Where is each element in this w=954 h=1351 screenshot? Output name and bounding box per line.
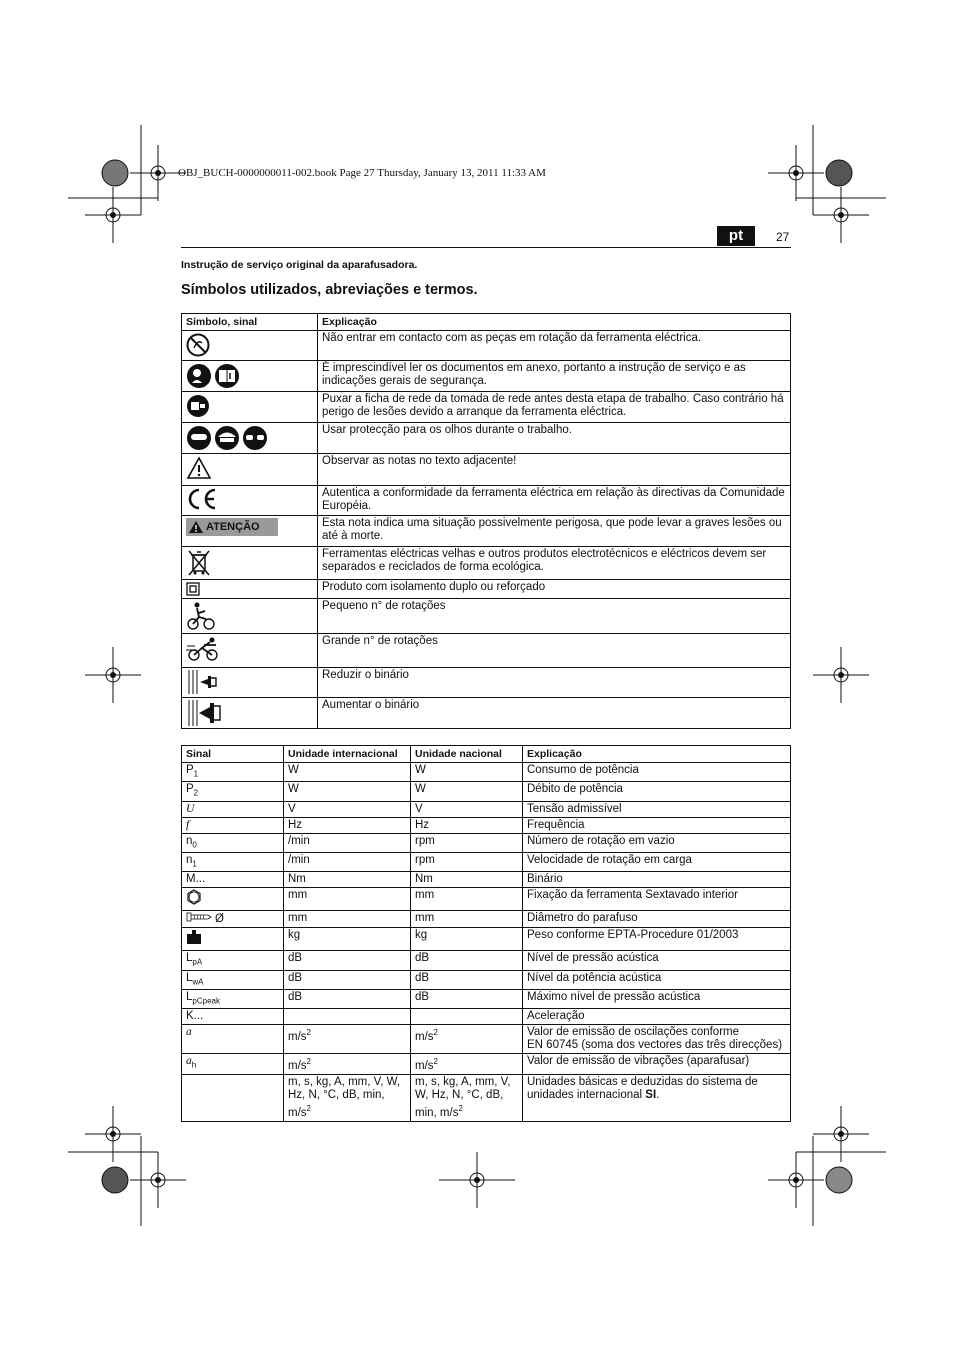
symbol-cell xyxy=(182,547,318,580)
intl-unit-cell xyxy=(284,763,411,782)
ce-mark-icon xyxy=(186,488,218,510)
intl-unit-cell xyxy=(284,1009,411,1025)
natl-unit-cell xyxy=(411,911,523,928)
document-subtitle: Instrução de serviço original da aparafusadora. xyxy=(181,259,418,271)
symbol-cell xyxy=(182,599,318,634)
explanation-text: Peso conforme EPTA-Procedure 01/2003 xyxy=(527,929,739,942)
signal-cell xyxy=(182,801,284,817)
unit-value: V xyxy=(288,802,296,815)
table-row xyxy=(182,817,791,833)
symbol-cell xyxy=(182,634,318,668)
explanation-text: Número de rotação em vazio xyxy=(527,834,675,847)
explanation-text: Binário xyxy=(527,873,563,886)
signal-symbol: L xyxy=(186,971,193,984)
slow-bicycle-icon xyxy=(186,601,216,631)
explanation-cell xyxy=(523,888,791,911)
table-row xyxy=(182,1009,791,1025)
signal-symbol: n xyxy=(186,834,193,847)
natl-unit-cell xyxy=(411,801,523,817)
explanation-text-line2: EN 60745 (soma dos vectores das três direcções) xyxy=(527,1039,783,1052)
table-row xyxy=(182,634,791,668)
unit-value: W xyxy=(415,783,426,796)
explanation-cell xyxy=(523,852,791,871)
signal-cell xyxy=(182,763,284,782)
explanation-text: Nível de pressão acústica xyxy=(527,952,659,965)
table-row xyxy=(182,1054,791,1075)
warning-triangle-icon xyxy=(189,521,203,533)
table-row xyxy=(182,599,791,634)
warning-triangle-icon xyxy=(186,456,212,480)
table-row xyxy=(182,361,791,392)
unit-value: m/s xyxy=(288,1059,307,1072)
signal-symbol: n xyxy=(186,853,193,866)
intl-unit-cell xyxy=(284,872,411,888)
signal-cell xyxy=(182,989,284,1008)
table-row xyxy=(182,782,791,801)
symbols-table xyxy=(181,313,791,729)
symbol-cell xyxy=(182,486,318,516)
explanation-cell xyxy=(523,817,791,833)
explanation-cell xyxy=(523,1074,791,1121)
unit-value: m, s, kg, A, mm, V, W, Hz, N, °C, dB, min, m/s xyxy=(288,1075,401,1119)
signal-subscript: 0 xyxy=(192,839,197,849)
read-manual-icon xyxy=(186,363,240,389)
intl-unit-cell xyxy=(284,852,411,871)
explanation-cell: Esta nota indica uma situação possivelmente perigosa, que pode levar a graves lesões ou até à morte. xyxy=(318,516,791,547)
signal-cell xyxy=(182,782,284,801)
signal-symbol: f xyxy=(186,818,190,831)
signal-symbol: L xyxy=(186,952,193,965)
natl-unit-cell xyxy=(411,782,523,801)
unit-value: dB xyxy=(288,952,303,965)
unit-value: W xyxy=(415,764,426,776)
symbols-table-header xyxy=(182,314,791,331)
intl-unit-cell xyxy=(284,911,411,928)
signal-cell xyxy=(182,872,284,888)
signal-cell xyxy=(182,888,284,911)
unit-value: m/s xyxy=(415,1030,434,1043)
natl-unit-cell xyxy=(411,928,523,951)
unit-value: mm xyxy=(288,889,308,902)
intl-unit-cell xyxy=(284,951,411,970)
intl-unit-cell xyxy=(284,989,411,1008)
intl-unit-cell xyxy=(284,888,411,911)
unit-value: Nm xyxy=(415,873,433,886)
unit-value: rpm xyxy=(415,834,435,847)
explanation-cell xyxy=(523,989,791,1008)
natl-unit-cell xyxy=(411,951,523,970)
intl-unit-cell xyxy=(284,1054,411,1075)
unit-value: Nm xyxy=(288,873,306,886)
unit-value: mm xyxy=(415,889,435,902)
explanation-cell xyxy=(523,763,791,782)
signal-cell xyxy=(182,833,284,852)
explanation-cell: Observar as notas no texto adjacente! xyxy=(318,454,791,486)
double-insulation-icon xyxy=(186,582,200,596)
natl-unit-cell xyxy=(411,1025,523,1054)
explanation-cell xyxy=(523,1009,791,1025)
col-header-signal: Sinal xyxy=(182,746,284,763)
symbol-cell xyxy=(182,454,318,486)
increase-torque-icon xyxy=(186,700,222,726)
signal-cell xyxy=(182,1074,284,1121)
explanation-cell xyxy=(523,833,791,852)
symbol-cell xyxy=(182,423,318,454)
explanation-text: Unidades básicas e deduzidas do sistema de unidades internacional xyxy=(527,1075,758,1101)
warning-badge xyxy=(186,518,278,536)
unit-value: dB xyxy=(415,952,430,965)
unit-superscript: 2 xyxy=(306,1028,311,1038)
unit-value: /min xyxy=(288,853,310,866)
col-header-explanation: Explicação xyxy=(318,314,791,331)
table-row xyxy=(182,888,791,911)
explanation-cell: Aumentar o binário xyxy=(318,698,791,729)
table-row xyxy=(182,486,791,516)
col-header-natl-unit: Unidade nacional xyxy=(411,746,523,763)
signal-subscript: 1 xyxy=(193,769,199,779)
unit-value: kg xyxy=(288,929,301,942)
natl-unit-cell xyxy=(411,817,523,833)
unit-value: Hz xyxy=(415,818,430,831)
unplug-icon xyxy=(186,394,210,418)
signal-cell xyxy=(182,1054,284,1075)
col-header-explanation: Explicação xyxy=(523,746,791,763)
natl-unit-cell xyxy=(411,852,523,871)
table-row xyxy=(182,1025,791,1054)
unit-value: V xyxy=(415,802,423,815)
crossed-bin-icon xyxy=(186,549,212,577)
unit-value: rpm xyxy=(415,853,435,866)
signals-table xyxy=(181,745,791,1122)
explanation-cell: É imprescindível ler os documentos em anexo, portanto a instrução de serviço e as indicações gerais de segurança. xyxy=(318,361,791,392)
table-row xyxy=(182,698,791,729)
table-row xyxy=(182,852,791,871)
explanation-text: Diâmetro do parafuso xyxy=(527,912,638,925)
unit-superscript: 2 xyxy=(306,1057,311,1067)
explanation-cell: Não entrar em contacto com as peças em rotação da ferramenta eléctrica. xyxy=(318,331,791,361)
signal-symbol: P xyxy=(186,764,194,776)
screw-diameter-icon xyxy=(186,912,212,926)
natl-unit-cell xyxy=(411,1009,523,1025)
explanation-text: Velocidade de rotação em carga xyxy=(527,853,692,866)
explanation-text: Tensão admissível xyxy=(527,802,622,815)
signal-symbol: L xyxy=(186,990,193,1003)
table-row xyxy=(182,580,791,599)
table-row xyxy=(182,833,791,852)
signal-symbol: U xyxy=(186,802,195,815)
page-number: 27 xyxy=(776,230,790,244)
col-header-symbol: Símbolo, sinal xyxy=(182,314,318,331)
explanation-cell xyxy=(523,782,791,801)
unit-value: m, s, kg, A, mm, V, W, Hz, N, °C, dB, min, m/s xyxy=(415,1075,511,1119)
explanation-text: Débito de potência xyxy=(527,783,623,796)
signal-symbol: a xyxy=(186,1055,192,1068)
explanation-cell xyxy=(523,1054,791,1075)
unit-superscript: 2 xyxy=(433,1028,438,1038)
hex-socket-icon xyxy=(186,889,202,909)
explanation-text: Consumo de potência xyxy=(527,764,639,776)
table-row xyxy=(182,331,791,361)
explanation-cell: Grande n° de rotações xyxy=(318,634,791,668)
table-row xyxy=(182,423,791,454)
intl-unit-cell xyxy=(284,928,411,951)
table-row xyxy=(182,951,791,970)
unit-superscript: 2 xyxy=(458,1103,463,1113)
eye-protection-icon xyxy=(186,425,268,451)
natl-unit-cell xyxy=(411,989,523,1008)
unit-value: Hz xyxy=(288,818,303,831)
explanation-cell xyxy=(523,911,791,928)
natl-unit-cell xyxy=(411,970,523,989)
signal-subscript: h xyxy=(191,1060,197,1070)
unit-value: kg xyxy=(415,929,428,942)
unit-value: m/s xyxy=(288,1030,307,1043)
unit-value: dB xyxy=(415,971,430,984)
signal-subscript: pA xyxy=(192,957,203,967)
table-row xyxy=(182,989,791,1008)
explanation-text: Valor de emissão de oscilações conforme xyxy=(527,1026,740,1039)
table-row xyxy=(182,547,791,580)
table-row xyxy=(182,454,791,486)
unit-value: m/s xyxy=(415,1059,434,1072)
explanation-text: Máximo nível de pressão acústica xyxy=(527,990,701,1003)
signal-symbol: Ø xyxy=(215,913,224,926)
symbol-cell xyxy=(182,668,318,698)
unit-value: mm xyxy=(415,912,435,925)
intl-unit-cell xyxy=(284,970,411,989)
file-header: OBJ_BUCH-0000000011-002.book Page 27 Thursday, January 13, 2011 11:33 AM xyxy=(178,167,546,179)
signal-cell xyxy=(182,970,284,989)
natl-unit-cell xyxy=(411,872,523,888)
table-row xyxy=(182,928,791,951)
intl-unit-cell xyxy=(284,1074,411,1121)
explanation-text: Fixação da ferramenta Sextavado interior xyxy=(527,889,738,902)
explanation-cell: Produto com isolamento duplo ou reforçado xyxy=(318,580,791,599)
explanation-text: Frequência xyxy=(527,818,585,831)
signals-table-header xyxy=(182,746,791,763)
signal-subscript: pCpeak xyxy=(192,996,220,1006)
explanation-cell xyxy=(523,951,791,970)
table-row xyxy=(182,911,791,928)
explanation-cell: Reduzir o binário xyxy=(318,668,791,698)
explanation-cell: Pequeno n° de rotações xyxy=(318,599,791,634)
explanation-cell xyxy=(523,1025,791,1054)
symbol-cell xyxy=(182,516,318,547)
signal-cell xyxy=(182,1025,284,1054)
explanation-cell xyxy=(523,801,791,817)
signal-cell xyxy=(182,817,284,833)
signal-subscript: 1 xyxy=(192,859,197,869)
section-title: Símbolos utilizados, abreviações e termos. xyxy=(181,282,478,298)
signal-cell xyxy=(182,1009,284,1025)
signal-symbol: K... xyxy=(186,1010,204,1023)
explanation-text: Valor de emissão de vibrações (aparafusar) xyxy=(527,1055,750,1068)
intl-unit-cell xyxy=(284,782,411,801)
signal-symbol: a xyxy=(186,1026,192,1039)
table-row xyxy=(182,763,791,782)
explanation-cell xyxy=(523,928,791,951)
explanation-bold: SI xyxy=(645,1088,657,1101)
table-row xyxy=(182,970,791,989)
signal-symbol: P xyxy=(186,783,194,796)
explanation-end: . xyxy=(656,1088,660,1101)
unit-value: W xyxy=(288,764,299,776)
explanation-cell: Puxar a ficha de rede da tomada de rede antes desta etapa de trabalho. Caso contrário há perigo de lesões devido a arranque da ferramenta eléctrica. xyxy=(318,392,791,423)
fast-bicycle-icon xyxy=(186,636,222,662)
intl-unit-cell xyxy=(284,817,411,833)
unit-value: W xyxy=(288,783,299,796)
signal-cell xyxy=(182,928,284,951)
unit-value: dB xyxy=(288,990,303,1003)
symbol-cell xyxy=(182,331,318,361)
language-badge: pt xyxy=(717,226,755,246)
symbol-cell xyxy=(182,392,318,423)
unit-value: mm xyxy=(288,912,308,925)
signal-cell xyxy=(182,852,284,871)
unit-value: dB xyxy=(288,971,303,984)
table-row xyxy=(182,516,791,547)
table-row xyxy=(182,872,791,888)
unit-value: dB xyxy=(415,990,430,1003)
intl-unit-cell xyxy=(284,1025,411,1054)
signal-subscript: wA xyxy=(192,976,204,986)
intl-unit-cell xyxy=(284,833,411,852)
signal-subscript: 2 xyxy=(193,788,199,798)
natl-unit-cell xyxy=(411,1074,523,1121)
table-row xyxy=(182,668,791,698)
no-touch-rotating-icon xyxy=(186,333,210,357)
header-rule xyxy=(181,247,791,248)
intl-unit-cell xyxy=(284,801,411,817)
natl-unit-cell xyxy=(411,1054,523,1075)
explanation-cell: Autentica a conformidade da ferramenta eléctrica em relação às directivas da Comunidade Européia. xyxy=(318,486,791,516)
symbol-cell xyxy=(182,361,318,392)
explanation-cell xyxy=(523,872,791,888)
explanation-cell: Usar protecção para os olhos durante o trabalho. xyxy=(318,423,791,454)
col-header-intl-unit: Unidade internacional xyxy=(284,746,411,763)
symbol-cell xyxy=(182,698,318,729)
explanation-text: Nível da potência acústica xyxy=(527,971,662,984)
symbol-cell xyxy=(182,580,318,599)
weight-icon xyxy=(186,929,202,949)
warning-badge-label: ATENÇÃO xyxy=(206,520,260,533)
unit-value: /min xyxy=(288,834,310,847)
natl-unit-cell xyxy=(411,888,523,911)
table-row xyxy=(182,1074,791,1121)
table-row xyxy=(182,392,791,423)
explanation-cell xyxy=(523,970,791,989)
table-row xyxy=(182,801,791,817)
signal-symbol: M... xyxy=(186,873,206,886)
explanation-cell: Ferramentas eléctricas velhas e outros produtos electrotécnicos e eléctricos devem ser separados e reciclados de forma ecológica. xyxy=(318,547,791,580)
natl-unit-cell xyxy=(411,763,523,782)
signal-cell xyxy=(182,951,284,970)
reduce-torque-icon xyxy=(186,670,218,694)
signal-cell xyxy=(182,911,284,928)
unit-superscript: 2 xyxy=(306,1103,311,1113)
explanation-text: Aceleração xyxy=(527,1010,585,1023)
natl-unit-cell xyxy=(411,833,523,852)
unit-superscript: 2 xyxy=(433,1057,438,1067)
